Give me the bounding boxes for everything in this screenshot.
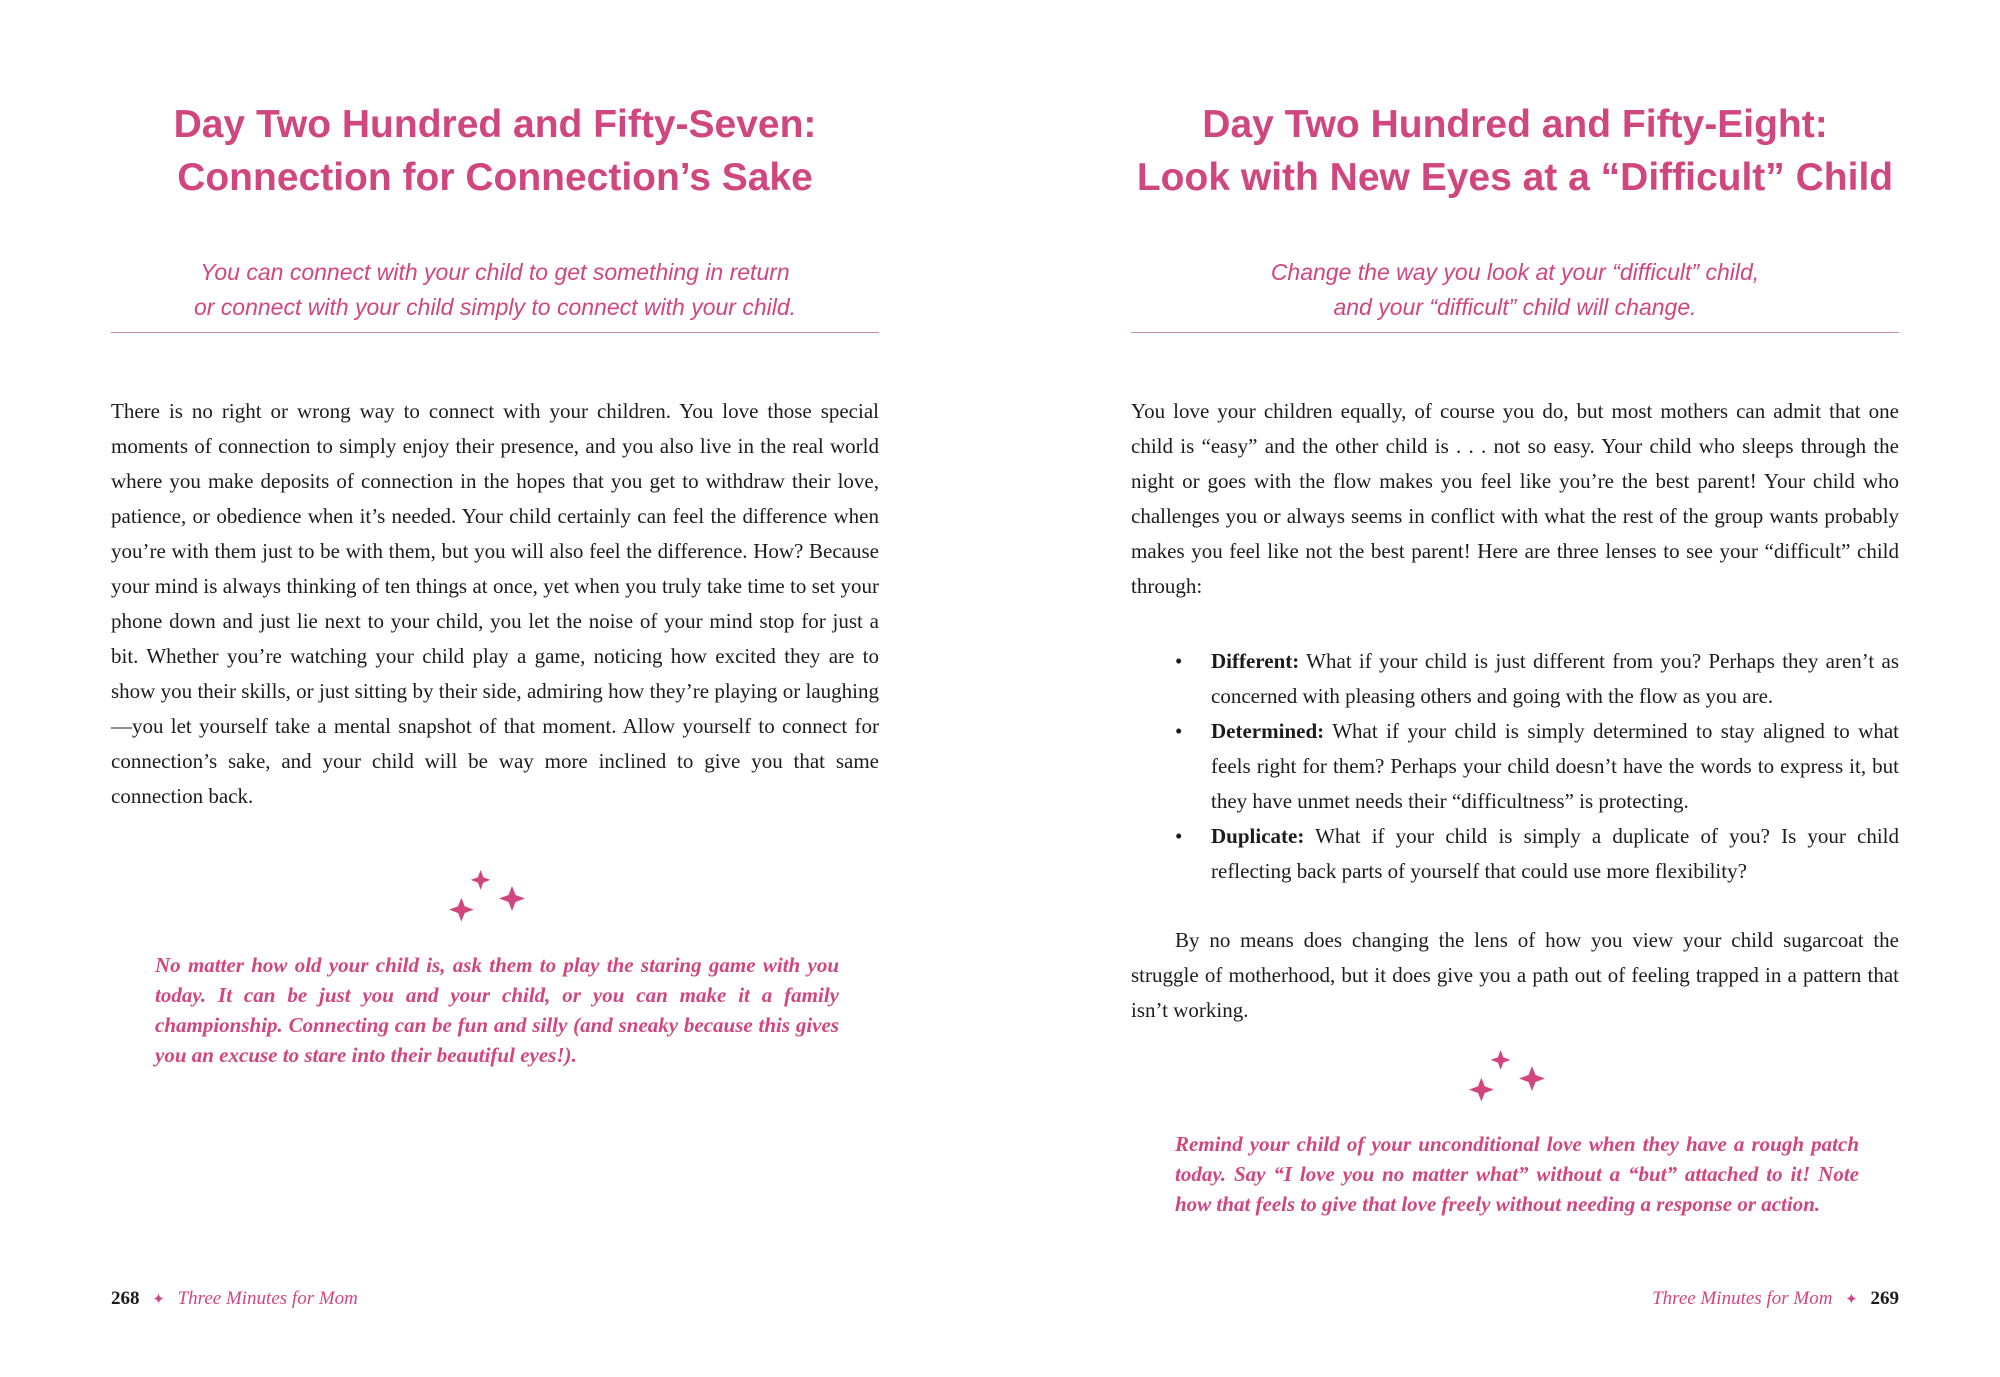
page-title-line-1: Day Two Hundred and Fifty-Seven:	[173, 103, 817, 146]
page-title-line-1: Day Two Hundred and Fifty-Eight:	[1202, 103, 1828, 146]
running-title: Three Minutes for Mom	[1652, 1288, 1833, 1309]
closing-paragraph: By no means does changing the lens of how you view your child sugarcoat the struggle of motherhood, but it does give you a path out of feeling trapped in a pattern that isn’t working.	[1131, 928, 1899, 1022]
page-number: 268	[111, 1288, 140, 1309]
left-page	[111, 0, 879, 1377]
list-item-term: Duplicate:	[1211, 824, 1305, 848]
page-title	[111, 98, 879, 204]
list-item	[1131, 819, 1899, 889]
subtitle-line-1: Change the way you look at your “difficult” child,	[1270, 259, 1760, 285]
list-item-text: What if your child is simply determined to stay aligned to what feels right for them? Perhaps your child doesn’t have the words to express it, but they have unmet needs their “difficultness” is protecting.	[1211, 719, 1900, 813]
list-item-text: What if your child is simply a duplicate of you? Is your child reflecting back parts of yourself that could use more flexibility?	[1211, 824, 1899, 883]
four-point-star-icon: ✦	[1845, 1292, 1858, 1308]
page-number: 269	[1870, 1288, 1899, 1309]
list-item-term: Different:	[1211, 649, 1300, 673]
body-text	[111, 394, 879, 814]
body-text	[1131, 394, 1899, 604]
lens-list	[1131, 644, 1899, 889]
bullet-icon: •	[1175, 649, 1183, 673]
list-item-term: Determined:	[1211, 719, 1325, 743]
tip-text: No matter how old your child is, ask them to play the staring game with you today. It can be just you and your child, or you can make it a family championship. Connecting can be fun and silly (and sneaky because this gives you an excuse to stare into their beautiful eyes!).	[155, 953, 839, 1067]
page-title	[1131, 98, 1899, 204]
bullet-icon: •	[1175, 719, 1183, 743]
subtitle-line-2: or connect with your child simply to connect with your child.	[193, 294, 797, 320]
page-title-line-2: Connection for Connection’s Sake	[177, 156, 813, 199]
divider	[111, 332, 879, 333]
list-item	[1131, 714, 1899, 819]
page-footer	[1652, 1284, 1899, 1315]
subtitle	[111, 255, 879, 325]
list-item	[1131, 644, 1899, 714]
divider	[1131, 332, 1899, 333]
bullet-icon: •	[1175, 824, 1183, 848]
intro-paragraph: You love your children equally, of course you do, but most mothers can admit that one child is “easy” and the other child is . . . not so easy. Your child who sleeps through the night or goes with the flow makes you feel like you’re the best parent! Your child who challenges you or always seems in conflict with what the rest of the group wants probably makes you feel like not the best parent! Here are three lenses to see your “difficult” child through:	[1131, 399, 1899, 598]
four-point-star-icon: ✦	[152, 1292, 165, 1308]
right-page	[1131, 0, 1899, 1377]
subtitle	[1131, 255, 1899, 325]
body-paragraph: There is no right or wrong way to connect with your children. You love those special moments of connection to simply enjoy their presence, and you also live in the real world where you make deposits of connection in the hopes that you get to withdraw their love, patience, or obedience when it’s needed. Your child certainly can feel the difference when you’re with them just to be with them, but you will also feel the difference. How? Because your mind is always thinking of ten things at once, yet when you truly take time to set your phone down and just lie next to your child, you let the noise of your mind stop for just a bit. Whether you’re watching your child play a game, noticing how excited they are to show you their skills, or just sitting by their side, admiring how they’re playing or laughing—you let yourself take a mental snapshot of that moment. Allow yourself to connect for connection’s sake, and your child will be way more inclined to give you that same connection back.	[111, 399, 879, 808]
running-title: Three Minutes for Mom	[177, 1288, 358, 1309]
sparkles-icon	[448, 868, 548, 928]
sparkles-icon	[1468, 1048, 1568, 1108]
list-item-text: What if your child is just different from you? Perhaps they aren’t as concerned with pleasing others and going with the flow as you are.	[1211, 649, 1900, 708]
page-footer	[111, 1284, 358, 1315]
page-title-line-2: Look with New Eyes at a “Difficult” Child	[1136, 156, 1894, 199]
subtitle-line-1: You can connect with your child to get something in return	[200, 259, 790, 285]
tip-text: Remind your child of your unconditional love when they have a rough patch today. Say “I love you no matter what” without a “but” attached to it! Note how that feels to give that love freely without needing a response or action.	[1175, 1132, 1859, 1216]
subtitle-line-2: and your “difficult” child will change.	[1333, 294, 1697, 320]
